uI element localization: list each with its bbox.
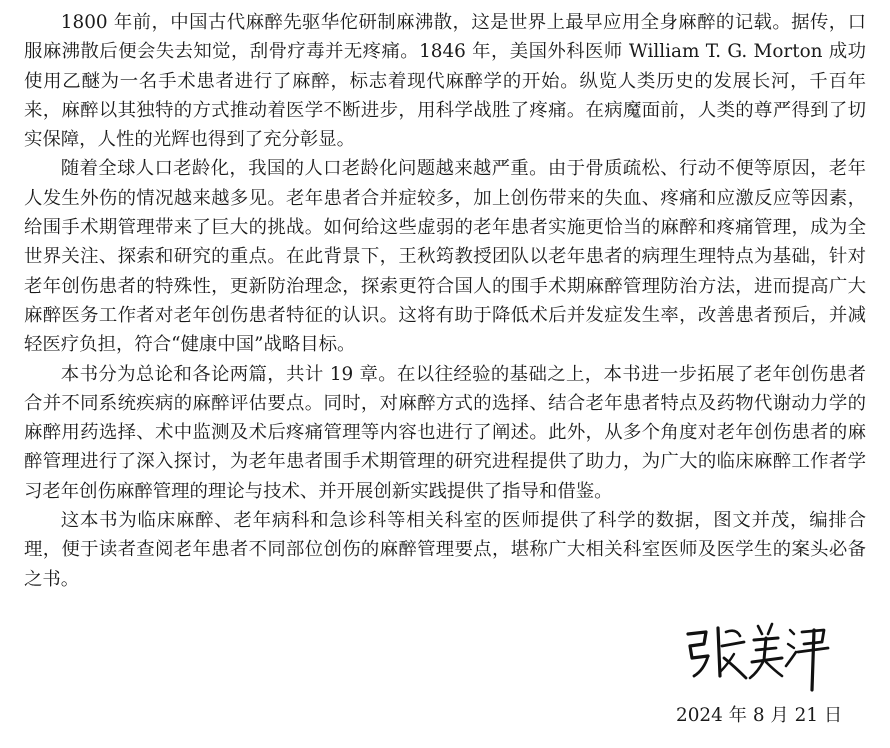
preface-date: 2024 年 8 月 21 日 (676, 705, 843, 726)
paragraph-history: 1800 年前，中国古代麻醉先驱华佗研制麻沸散，这是世界上最早应用全身麻醉的记载。据传，口服麻沸散后便会失去知觉，刮骨疗毒并无疼痛。1846 年，美国外科医师 William T. G. Morton 成功使用乙醚为一名手术患者进行了麻醉，标志着现代麻醉学的开始。纵览人类历史的发展长河，千百年来，麻醉以其独特的方式推动着医学不断进步，用科学战胜了疼痛。在病魔面前，人类的尊严得到了切实保障，人性的光辉也得到了充分彰显。 (24, 12, 866, 151)
preface-body (24, 8, 866, 594)
paragraph-aging: 随着全球人口老龄化，我国的人口老龄化问题越来越严重。由于骨质疏松、行动不便等原因，老年人发生外伤的情况越来越多见。老年患者合并症较多，加上创伤带来的失血、疼痛和应激反应等因素，给围手术期管理带来了巨大的挑战。如何给这些虚弱的老年患者实施更恰当的麻醉和疼痛管理，成为全世界关注、探索和研究的重点。在此背景下，王秋筠教授团队以老年患者的病理生理特点为基础，针对老年创伤患者的特殊性，更新防治理念，探索更符合国人的围手术期麻醉管理防治方法，进而提高广大麻醉医务工作者对老年创伤患者特征的认识。这将有助于降低术后并发症发生率，改善患者预后，并减轻医疗负担，符合“健康中国”战略目标。 (24, 158, 866, 356)
paragraph-audience: 这本书为临床麻醉、老年病科和急诊科等相关科室的医师提供了科学的数据，图文并茂，编排合理，便于读者查阅老年患者不同部位创伤的麻醉管理要点，堪称广大相关科室医师及医学生的案头必备之书。 (24, 510, 866, 590)
handwritten-signature (678, 618, 838, 700)
paragraph-book-structure: 本书分为总论和各论两篇，共计 19 章。在以往经验的基础之上，本书进一步拓展了老年创伤患者合并不同系统疾病的麻醉评估要点。同时，对麻醉方式的选择、结合老年患者特点及药物代谢动力学的麻醉用药选择、术中监测及术后疼痛管理等内容也进行了阐述。此外，从多个角度对老年创伤患者的麻醉管理进行了深入探讨，为老年患者围手术期管理的研究进程提供了助力，为广大的临床麻醉工作者学习老年创伤麻醉管理的理论与技术、并开展创新实践提供了指导和借鉴。 (24, 363, 866, 502)
